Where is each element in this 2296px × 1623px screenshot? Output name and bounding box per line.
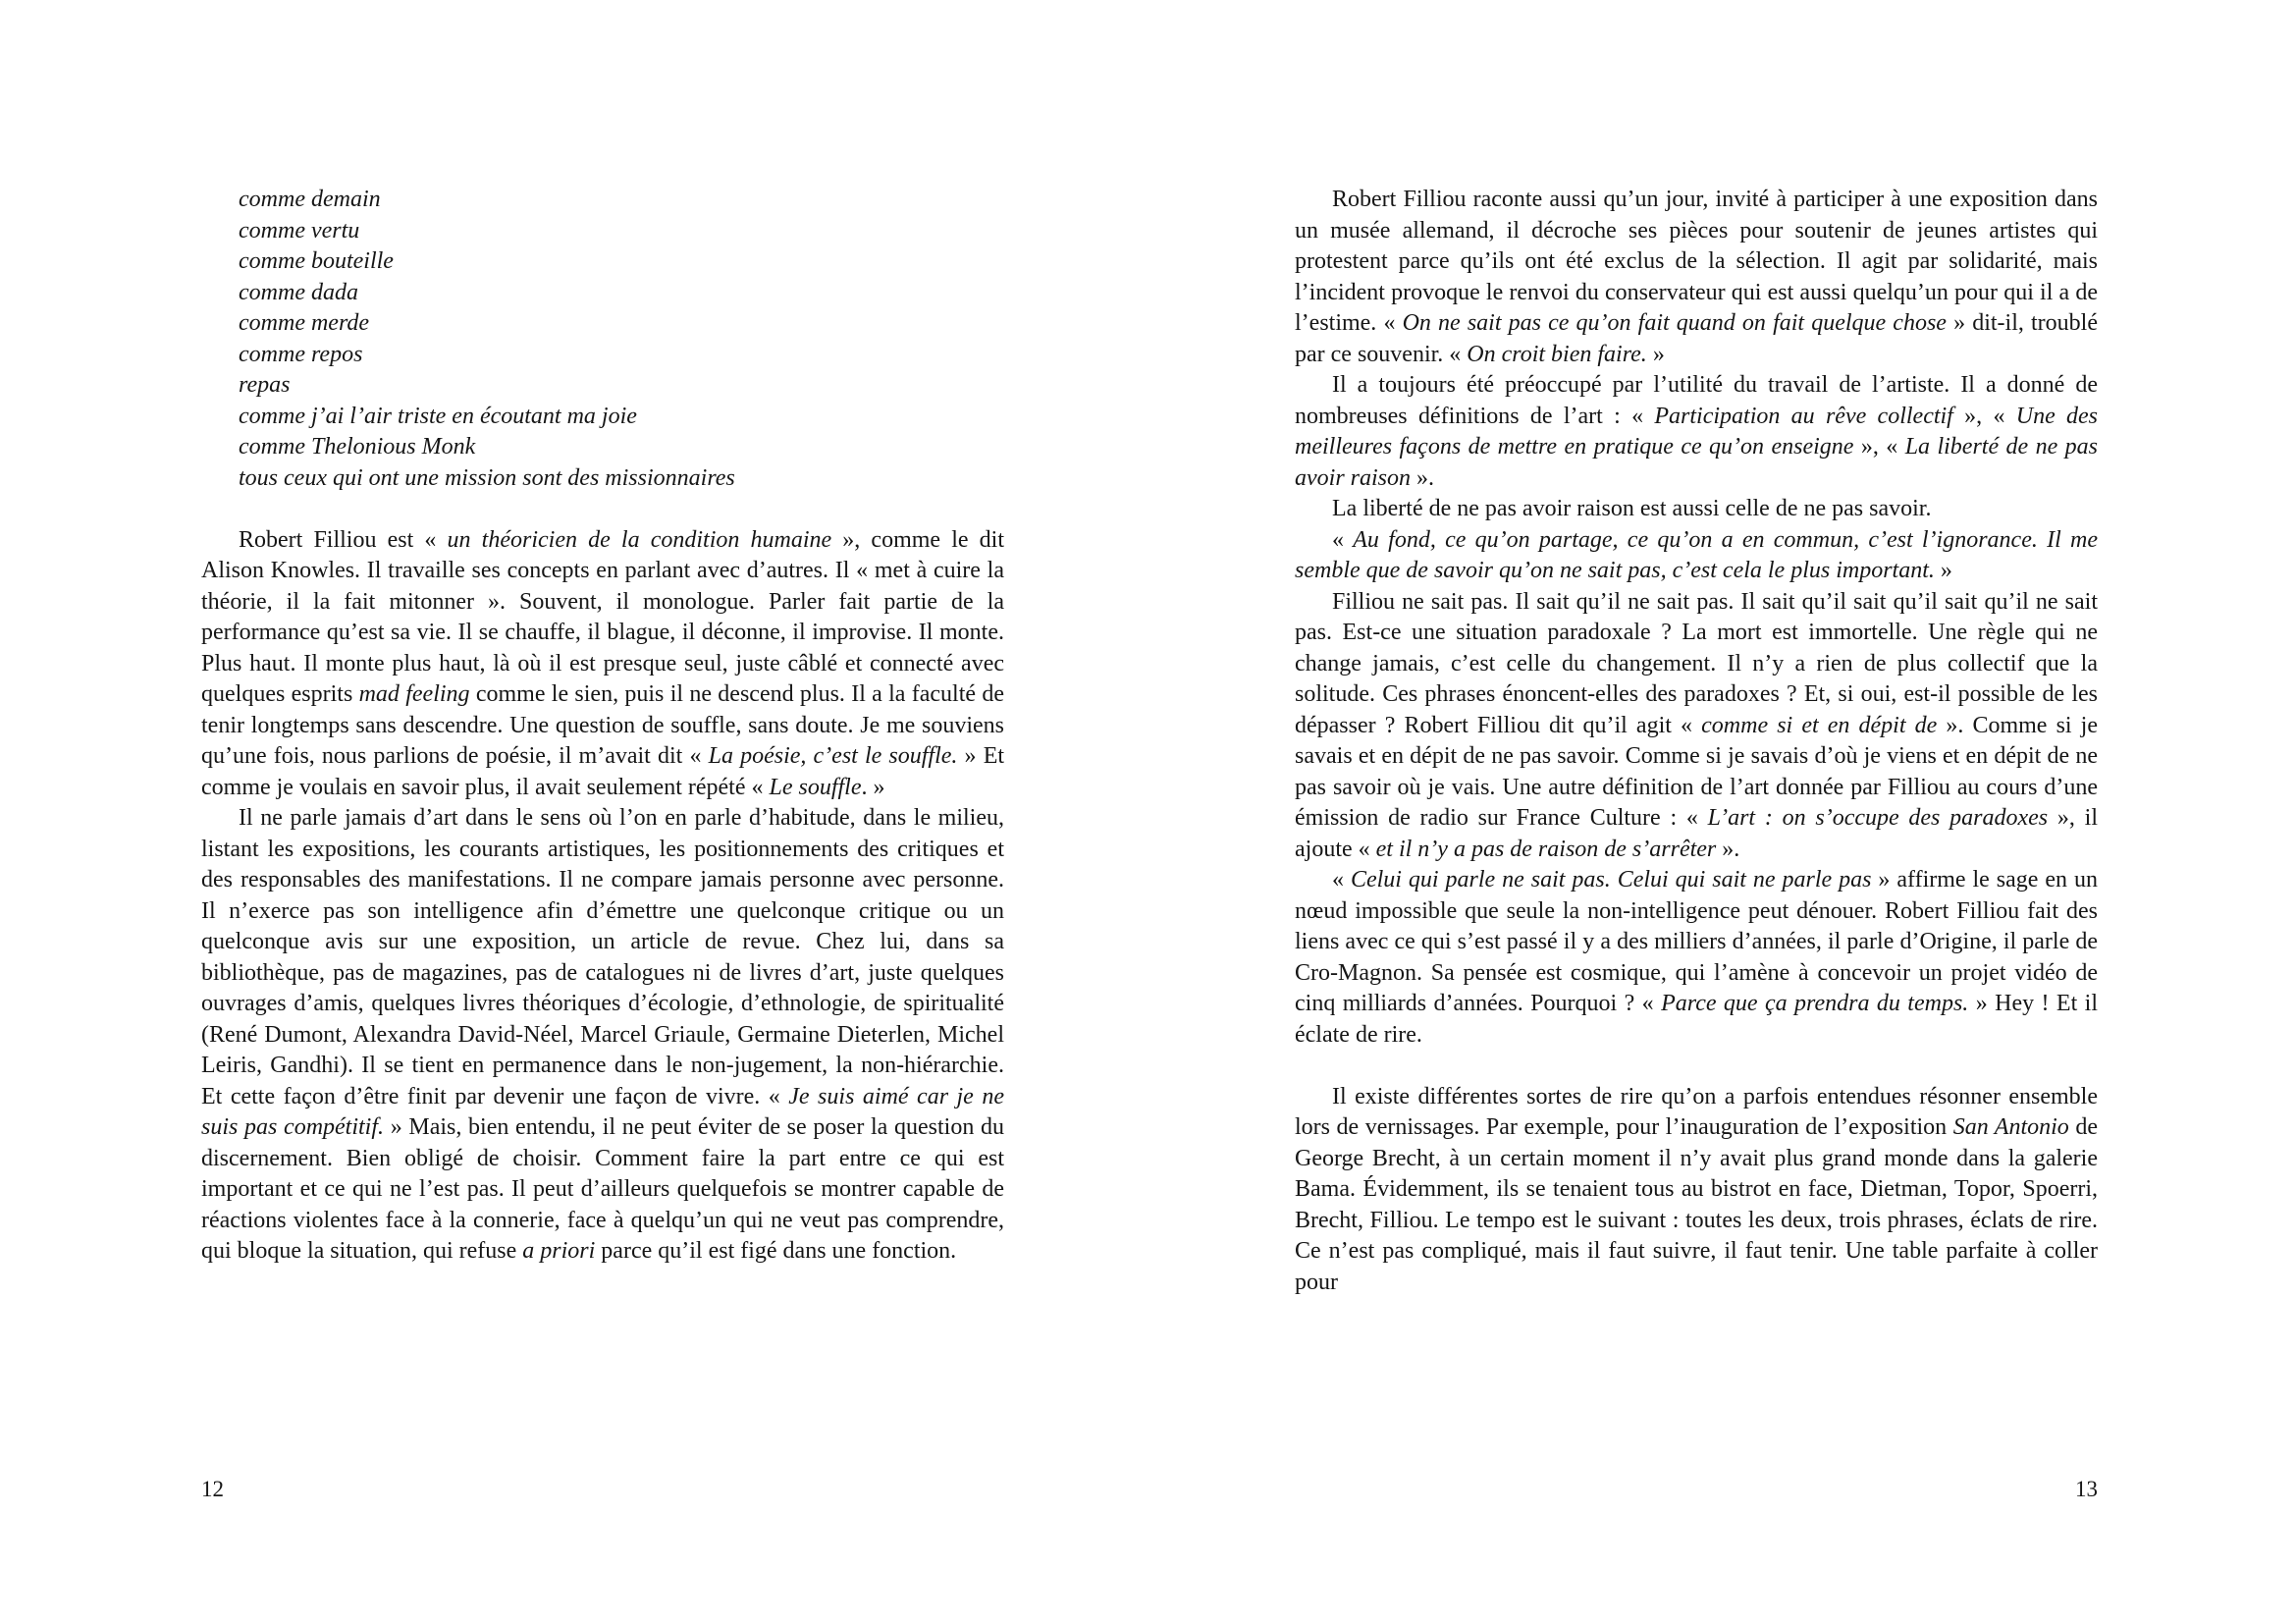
text-segment: » affirme le sage en un nœud impossible que seule la non-intelligence peut dénouer. Robert Filliou fait des liens avec ce qui s’est passé il y a des milliers d’années, il parle d’Origine, il parle de Cro-Magnon. Sa pensée est cosmique, qui l’amène à concevoir un projet vidéo de cinq milliards d’années. Pourquoi ? « (1295, 867, 2099, 1016)
text-segment: Robert Filliou est « (239, 526, 448, 553)
text-segment: comme le sien, puis il ne descend plus. Il a la faculté de tenir longtemps sans descendre. Une question de souffle, sans doute. Je me souviens qu’une fois, nous parlions de poésie, il m’avait dit « (201, 681, 1004, 769)
text-segment: On croit bien faire. (1467, 341, 1647, 367)
text-segment: » (1934, 558, 1952, 583)
text-segment: mad feeling (358, 681, 470, 707)
text-segment: et il n’y a pas de raison de s’arrêter (1375, 836, 1717, 862)
text-segment: Je suis aimé car je ne suis pas compétitif. (201, 1083, 1004, 1140)
text-segment: L’art : on s’occupe des paradoxes (1707, 805, 2049, 831)
poem (239, 185, 1004, 494)
poem-line: tous ceux qui ont une mission sont des missionnaires (239, 464, 735, 491)
text-column-left (201, 185, 1004, 1268)
text-segment: a priori (522, 1238, 596, 1264)
text-segment: Au fond, ce qu’on partage, ce qu’on a en commun, c’est l’ignorance. Il me semble que de savoir qu’on ne sait pas, c’est cela le plus important. (1295, 526, 2099, 583)
text-column-right (1295, 185, 2098, 1298)
text-segment: La liberté de ne pas avoir raison (1295, 434, 2099, 491)
text-segment: de George Brecht, à un certain moment il n’y avait plus grand monde dans la galerie Bama. Évidemment, ils se tenaient tous au bistrot en face, Dietman, Topor, Spoerri, Brecht, Filliou. Le tempo est le suivant : toutes les deux, trois phrases, éclats de rire. Ce n’est pas compliqué, mais il faut suivre, il faut tenir. Une table parfaite à coller pour (1295, 1114, 2099, 1295)
text-segment: Parce que ça prendra du temps. (1661, 991, 1969, 1016)
text-segment: Le souffle (769, 774, 862, 800)
poem-line: comme Thelonious Monk (239, 434, 476, 460)
poem-line: comme bouteille (239, 248, 394, 274)
text-segment: », « (1952, 403, 2016, 429)
text-segment: un théoricien de la condition humaine (447, 526, 832, 553)
text-segment: » Mais, bien entendu, il ne peut éviter de se poser la question du discernement. Bien obligé de choisir. Comment faire la part entre ce qui est important et ce qui ne l’est pas. Il peut d’ailleurs quelquefois se montrer capable de réactions violentes face à la connerie, face à quelqu’un qui ne veut pas comprendre, qui bloque la situation, qui refuse (201, 1114, 1004, 1264)
paragraph (1295, 370, 2098, 494)
poem-line: comme demain (239, 187, 381, 212)
text-segment: Celui qui parle ne sait pas. Celui qui sait ne parle pas (1350, 867, 1872, 893)
paragraph (1295, 525, 2098, 587)
text-segment: Il a toujours été préoccupé par l’utilité du travail de l’artiste. Il a donné de nombreuses définitions de l’art : « (1295, 372, 2098, 429)
text-segment: Participation au rêve collectif (1654, 403, 1953, 429)
text-segment: parce qu’il est figé dans une fonction. (595, 1238, 957, 1264)
text-segment: ». (1411, 464, 1435, 491)
text-segment: ». Comme si je savais et en dépit de ne pas savoir. Comme si je savais d’où je viens et en dépit de ne pas savoir où je vais. Une autre définition de l’art donnée par Filliou au cours d’une émission de radio sur France Culture : « (1295, 712, 2098, 831)
text-segment: », il ajoute « (1295, 805, 2098, 862)
text-segment: » Hey ! Et il éclate de rire. (1295, 991, 2099, 1048)
page-right (1148, 0, 2296, 1623)
page-number-right: 13 (2075, 1477, 2098, 1501)
paragraph (201, 525, 1004, 804)
poem-line: comme merde (239, 310, 370, 336)
page-number-left: 12 (201, 1477, 224, 1501)
text-segment: comme si et en dépit de (1701, 712, 1938, 738)
text-segment: » Et comme je voulais en savoir plus, il avait seulement répété « (201, 743, 1005, 800)
poem-line: comme dada (239, 279, 358, 305)
text-segment: « (1332, 526, 1354, 553)
text-segment: La poésie, c’est le souffle. (708, 743, 958, 769)
poem-line: comme repos (239, 341, 363, 367)
text-segment: » dit-il, troublé par ce souvenir. « (1295, 310, 2098, 367)
text-segment: . » (861, 774, 885, 800)
text-segment: Il existe différentes sortes de rire qu’on a parfois entendues résonner ensemble lors de vernissages. Par exemple, pour l’inauguration de l’exposition (1295, 1083, 2098, 1140)
text-segment: » (1646, 341, 1665, 367)
text-segment: Il ne parle jamais d’art dans le sens où l’on en parle d’habitude, dans le milieu, listant les expositions, les courants artistiques, les positionnements des critiques et des responsables des manifestations. Il ne compare jamais personne avec personne. Il n’exerce pas son intelligence afin d’émettre une quelconque critique ou un quelconque avis sur une exposition, un article de revue. Chez lui, dans sa bibliothèque, pas de magazines, pas de catalogues ni de livres d’art, juste quelques ouvrages d’amis, quelques livres théoriques d’écologie, d’ethnologie, de spiritualité (René Dumont, Alexandra David-Néel, Marcel Griaule, Germaine Dieterlen, Michel Leiris, Gandhi). Il se tient en permanence dans le non-jugement, la non-hiérarchie. Et cette façon d’être finit par devenir une façon de vivre. « (201, 805, 1004, 1109)
paragraph (1295, 865, 2098, 1051)
text-segment: », « (1853, 434, 1905, 460)
text-segment: ». (1716, 836, 1740, 862)
text-segment: San Antonio (1952, 1114, 2069, 1140)
poem-line: comme vertu (239, 217, 360, 243)
paragraph (1295, 185, 2098, 370)
poem-line: comme j’ai l’air triste en écoutant ma joie (239, 403, 637, 429)
paragraph (1295, 494, 2098, 525)
text-segment: Robert Filliou raconte aussi qu’un jour, invité à participer à une exposition dans un musée allemand, il décroche ses pièces pour soutenir de jeunes artistes qui protestent parce qu’ils ont été exclus de la sélection. Il agit par solidarité, mais l’incident provoque le renvoi du conservateur qui est aussi quelqu’un pour qui il a de l’estime. « (1295, 187, 2098, 336)
text-segment: Filliou ne sait pas. Il sait qu’il ne sait pas. Il sait qu’il sait qu’il sait qu’il ne sait pas. Est-ce une situation paradoxale ? La mort est immortelle. Une règle qui ne change jamais, c’est celle du changement. Il n’y a rien de plus collectif que la solitude. Ces phrases énoncent-elles des paradoxes ? Et, si oui, est-il possible de les dépasser ? Robert Filliou dit qu’il agit « (1295, 588, 2098, 738)
paragraph (201, 803, 1004, 1268)
text-segment: Une des meilleures façons de mettre en pratique ce qu’on enseigne (1295, 403, 2099, 460)
text-segment: « (1332, 867, 1351, 893)
paragraph (1295, 587, 2098, 866)
text-segment: La liberté de ne pas avoir raison est aussi celle de ne pas savoir. (1332, 496, 1932, 521)
paragraph (1295, 1082, 2098, 1299)
text-segment: », comme le dit Alison Knowles. Il travaille ses concepts en parlant avec d’autres. Il « met à cuire la théorie, il la fait mitonner ». Souvent, il monologue. Parler fait partie de la performance qu’est sa vie. Il se chauffe, il blague, il déconne, il improvise. Il monte. Plus haut. Il monte plus haut, là où il est presque seul, juste câblé et connecté avec quelques esprits (201, 526, 1004, 707)
text-segment: On ne sait pas ce qu’on fait quand on fait quelque chose (1402, 310, 1947, 336)
poem-line: repas (239, 372, 291, 398)
